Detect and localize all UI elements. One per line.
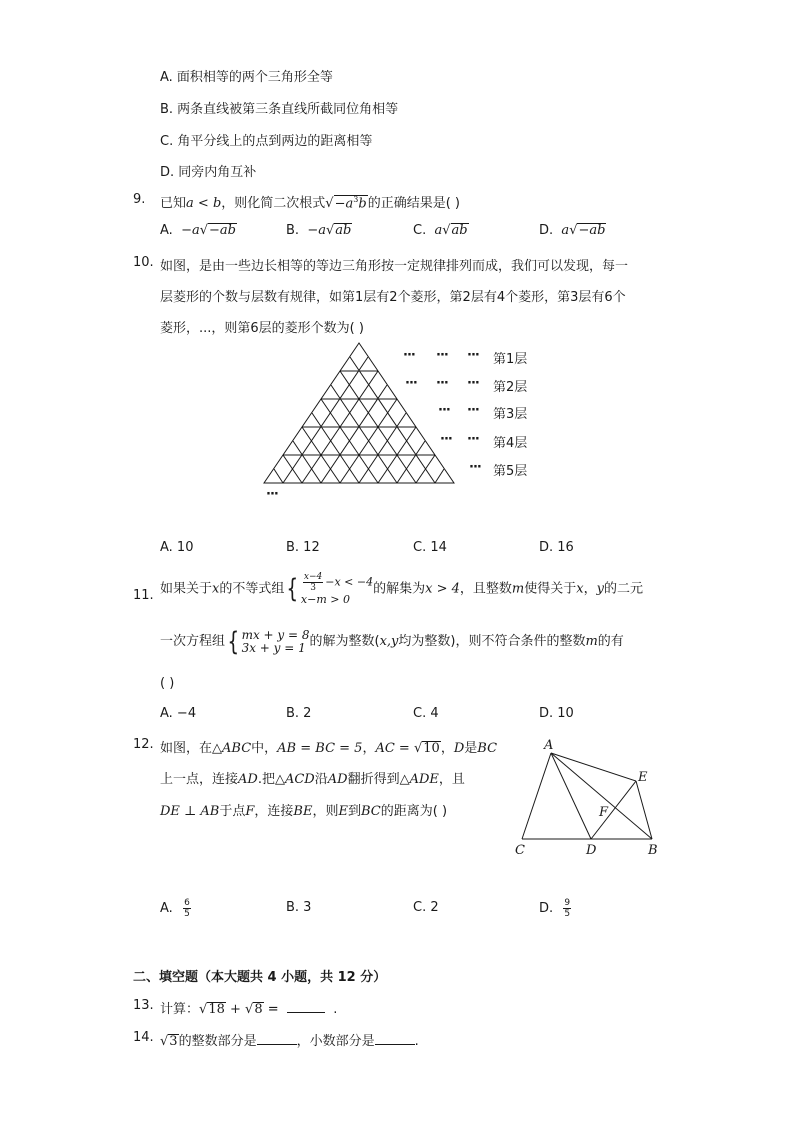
q13-stem: 计算：√18 + √8 = .	[160, 1002, 338, 1017]
q8-option-d: D. 同旁内角互补	[160, 165, 257, 180]
q11-option-c: C. 4	[413, 706, 439, 721]
q10-number: 10.	[133, 255, 154, 270]
q10-triangle-figure	[0, 0, 794, 540]
q13-number: 13.	[133, 998, 154, 1013]
q10-layer-2-label: 第2层	[493, 380, 528, 395]
q14-stem: √3的整数部分是 ，小数部分是 .	[160, 1034, 419, 1049]
q11-number: 11.	[133, 588, 154, 603]
q9-option-a: A. −a√−ab	[160, 223, 236, 238]
q10-dots-3a: ···	[438, 403, 450, 418]
q8-option-c: C. 角平分线上的点到两边的距离相等	[160, 134, 373, 149]
q9-option-b: B. −a√ab	[286, 223, 352, 238]
q9-option-d: D. a√−ab	[539, 223, 606, 238]
q12-line-1: 如图，在△ABC中，AB = BC = 5，AC = √10，D是BC	[160, 741, 498, 756]
q10-line-2: 层菱形的个数与层数有规律，如第1层有2个菱形，第2层有4个菱形，第3层有6个	[160, 290, 626, 305]
q10-layer-1-label: 第1层	[493, 352, 528, 367]
q12-geometry-figure	[500, 730, 680, 865]
q12-label-c: C	[515, 843, 525, 858]
q10-dots-4b: ···	[467, 432, 479, 447]
q10-bottom-dots: ···	[266, 487, 278, 502]
q10-option-c: C. 14	[413, 540, 447, 555]
q10-layer-5-label: 第5层	[493, 464, 528, 479]
q12-option-d: D. $\frac{9}{5}$	[539, 898, 571, 919]
q10-option-a: A. 10	[160, 540, 194, 555]
q12-label-b: B	[648, 843, 658, 858]
q8-option-a: A. 面积相等的两个三角形全等	[160, 70, 333, 85]
q11-option-b: B. 2	[286, 706, 312, 721]
q11-option-a: A. −4	[160, 706, 197, 721]
q10-dots-2c: ···	[467, 376, 479, 391]
q10-line-1: 如图，是由一些边长相等的等边三角形按一定规律排列而成，我们可以发现，每一	[160, 259, 629, 274]
q13-answer-blank[interactable]	[287, 1000, 325, 1013]
q12-option-a: A. $\frac{6}{5}$	[160, 898, 190, 919]
q10-option-d: D. 16	[539, 540, 574, 555]
q9-stem: 已知a < b，则化简二次根式$√-a^3b$的正确结果是( )	[160, 194, 460, 211]
section-2-title: 二、填空题（本大题共 4 小题，共 12 分）	[133, 970, 387, 985]
q14-decimal-blank[interactable]	[375, 1032, 415, 1045]
q12-number: 12.	[133, 737, 154, 752]
q12-option-b: B. 3	[286, 900, 312, 915]
q9-number: 9.	[133, 192, 146, 207]
q12-label-f: F	[599, 805, 609, 820]
q14-integer-blank[interactable]	[257, 1032, 297, 1045]
q11-line-2: 一次方程组{ mx + y = 8 3x + y = 1 的解为整数(x,y均为整数)，则不符合条件的整数m的有	[160, 626, 624, 657]
q14-number: 14.	[133, 1030, 154, 1045]
q11-option-d: D. 10	[539, 706, 574, 721]
q10-dots-1c: ···	[467, 348, 479, 363]
q10-line-3: 菱形，...，则第6层的菱形个数为( )	[160, 321, 364, 336]
q10-dots-3b: ···	[467, 403, 479, 418]
q8-option-b: B. 两条直线被第三条直线所截同位角相等	[160, 102, 399, 117]
q12-label-e: E	[638, 770, 648, 785]
q12-line-2: 上一点，连接AD.把△ACD沿AD翻折得到△ADE，且	[160, 772, 465, 787]
q12-label-d: D	[586, 843, 597, 858]
q10-dots-2a: ···	[405, 376, 417, 391]
q10-dots-5a: ···	[469, 460, 481, 475]
q10-dots-1b: ···	[436, 348, 448, 363]
q10-dots-1a: ···	[403, 348, 415, 363]
q12-option-c: C. 2	[413, 900, 439, 915]
q11-line-3: ( )	[160, 676, 175, 691]
q10-dots-4a: ···	[440, 432, 452, 447]
q10-layer-4-label: 第4层	[493, 436, 528, 451]
q10-layer-3-label: 第3层	[493, 407, 528, 422]
q11-line-1: 如果关于x的不等式组{ $\frac{x-4}{3}$ −x < −4 x−m > 0 的解集为x > 4，且整数m使得关于x，y的二元	[160, 572, 643, 606]
q9-option-c: C. a√ab	[413, 223, 468, 238]
q12-line-3: DE ⊥ AB于点F，连接BE，则E到BC的距离为( )	[160, 804, 448, 819]
q10-option-b: B. 12	[286, 540, 320, 555]
q10-dots-2b: ···	[436, 376, 448, 391]
q12-label-a: A	[544, 738, 554, 753]
